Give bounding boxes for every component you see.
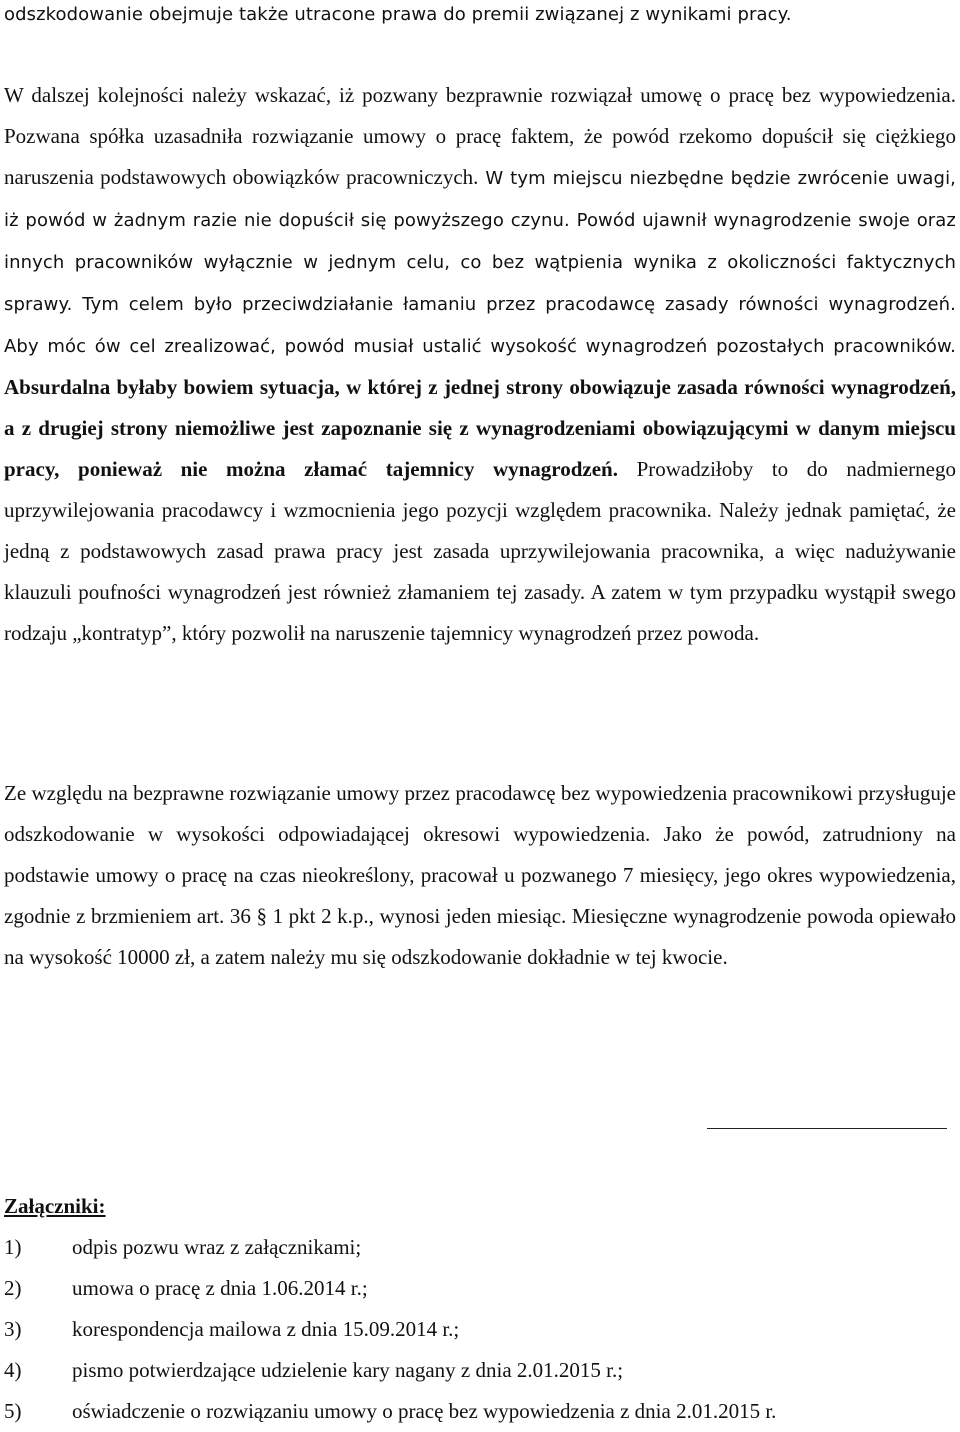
- attachment-number: 5): [4, 1399, 22, 1423]
- paragraph-2-text-a: W dalszej kolejności należy wskazać, iż pozwany bezprawnie rozwiązał umowę o pracę bez wypowiedzenia. Pozwana spółka uzasadniła rozwiązanie umowy o pracę faktem, że powód rzekomo dopuścił się ciężkiego naruszenia podstawowych obowiązków pracowniczych.: [4, 83, 956, 189]
- paragraph-compensation: [4, 773, 956, 978]
- paragraph-2-text-c: Powód ujawnił wynagrodzenie swoje oraz innych pracowników wyłącznie w jednym celu, co bez wątpienia wynika z okoliczności faktycznych sprawy. Tym celem było przeciwdziałanie łamaniu przez pracodawcę zasady równości wynagrodzeń. Aby móc ów cel zrealizować, powód musiał ustalić wysokość wynagrodzeń pozostałych pracowników.: [4, 210, 956, 357]
- list-item: [4, 1391, 956, 1432]
- signature-line: [707, 1128, 947, 1129]
- paragraph-3-text: Ze względu na bezprawne rozwiązanie umowy przez pracodawcę bez wypowiedzenia pracownikowi przysługuje odszkodowanie w wysokości odpowiadającej okresowi wypowiedzenia. Jako że powód, zatrudniony na podstawie umowy o pracę na czas nieokreślony, pracował u pozwanego 7 miesięcy, jego okres wypowiedzenia, zgodnie z brzmieniem art. 36 § 1 pkt 2 k.p., wynosi jeden miesiąc. Miesięczne wynagrodzenie powoda opiewało na wysokość 10000 zł, a zatem należy mu się odszkodowanie dokładnie w tej kwocie.: [4, 781, 956, 969]
- attachment-number: 4): [4, 1358, 22, 1382]
- list-item: [4, 1309, 956, 1350]
- attachment-text: odpis pozwu wraz z załącznikami;: [72, 1235, 362, 1259]
- attachment-text: pismo potwierdzające udzielenie kary nagany z dnia 2.01.2015 r.;: [72, 1358, 624, 1382]
- paragraph-damages-bonus: [4, 0, 956, 35]
- list-item: [4, 1350, 956, 1391]
- paragraph-1-text: odszkodowanie obejmuje także utracone prawa do premii związanej z wynikami pracy.: [4, 4, 792, 25]
- paragraph-unlawful-termination: [4, 75, 956, 654]
- list-item: [4, 1268, 956, 1309]
- attachment-number: 2): [4, 1276, 22, 1300]
- attachment-number: 3): [4, 1317, 22, 1341]
- paragraph-2-text-b: W tym miejscu niezbędne będzie zwrócenie uwagi, iż powód w żadnym razie nie dopuścił się powyższego czynu.: [4, 168, 956, 231]
- attachments-heading: Załączniki:: [4, 1194, 106, 1218]
- list-item: [4, 1227, 956, 1268]
- attachment-text: korespondencja mailowa z dnia 15.09.2014 r.;: [72, 1317, 460, 1341]
- attachment-text: oświadczenie o rozwiązaniu umowy o pracę bez wypowiedzenia z dnia 2.01.2015 r.: [72, 1399, 777, 1423]
- paragraph-2-bold-text: Absurdalna byłaby bowiem sytuacja, w której z jednej strony obowiązuje zasada równości wynagrodzeń, a z drugiej strony niemożliwe jest zapoznanie się z wynagrodzeniami obowiązującymi w danym miejscu pracy, ponieważ nie można złamać tajemnicy wynagrodzeń.: [4, 375, 956, 481]
- attachment-text: umowa o pracę z dnia 1.06.2014 r.;: [72, 1276, 368, 1300]
- attachments-list: [4, 1227, 956, 1432]
- attachment-number: 1): [4, 1235, 22, 1259]
- paragraph-2-text-d: Prowadziłoby to do nadmiernego uprzywilejowania pracodawcy i wzmocnienia jego pozycji względem pracownika. Należy jednak pamiętać, że jedną z podstawowych zasad prawa pracy jest zasada uprzywilejowania pracownika, a więc nadużywanie klauzuli poufności wynagrodzeń jest również złamaniem tej zasady. A zatem w tym przypadku wystąpił swego rodzaju „kontratyp”, który pozwolił na naruszenie tajemnicy wynagrodzeń przez powoda.: [4, 457, 956, 645]
